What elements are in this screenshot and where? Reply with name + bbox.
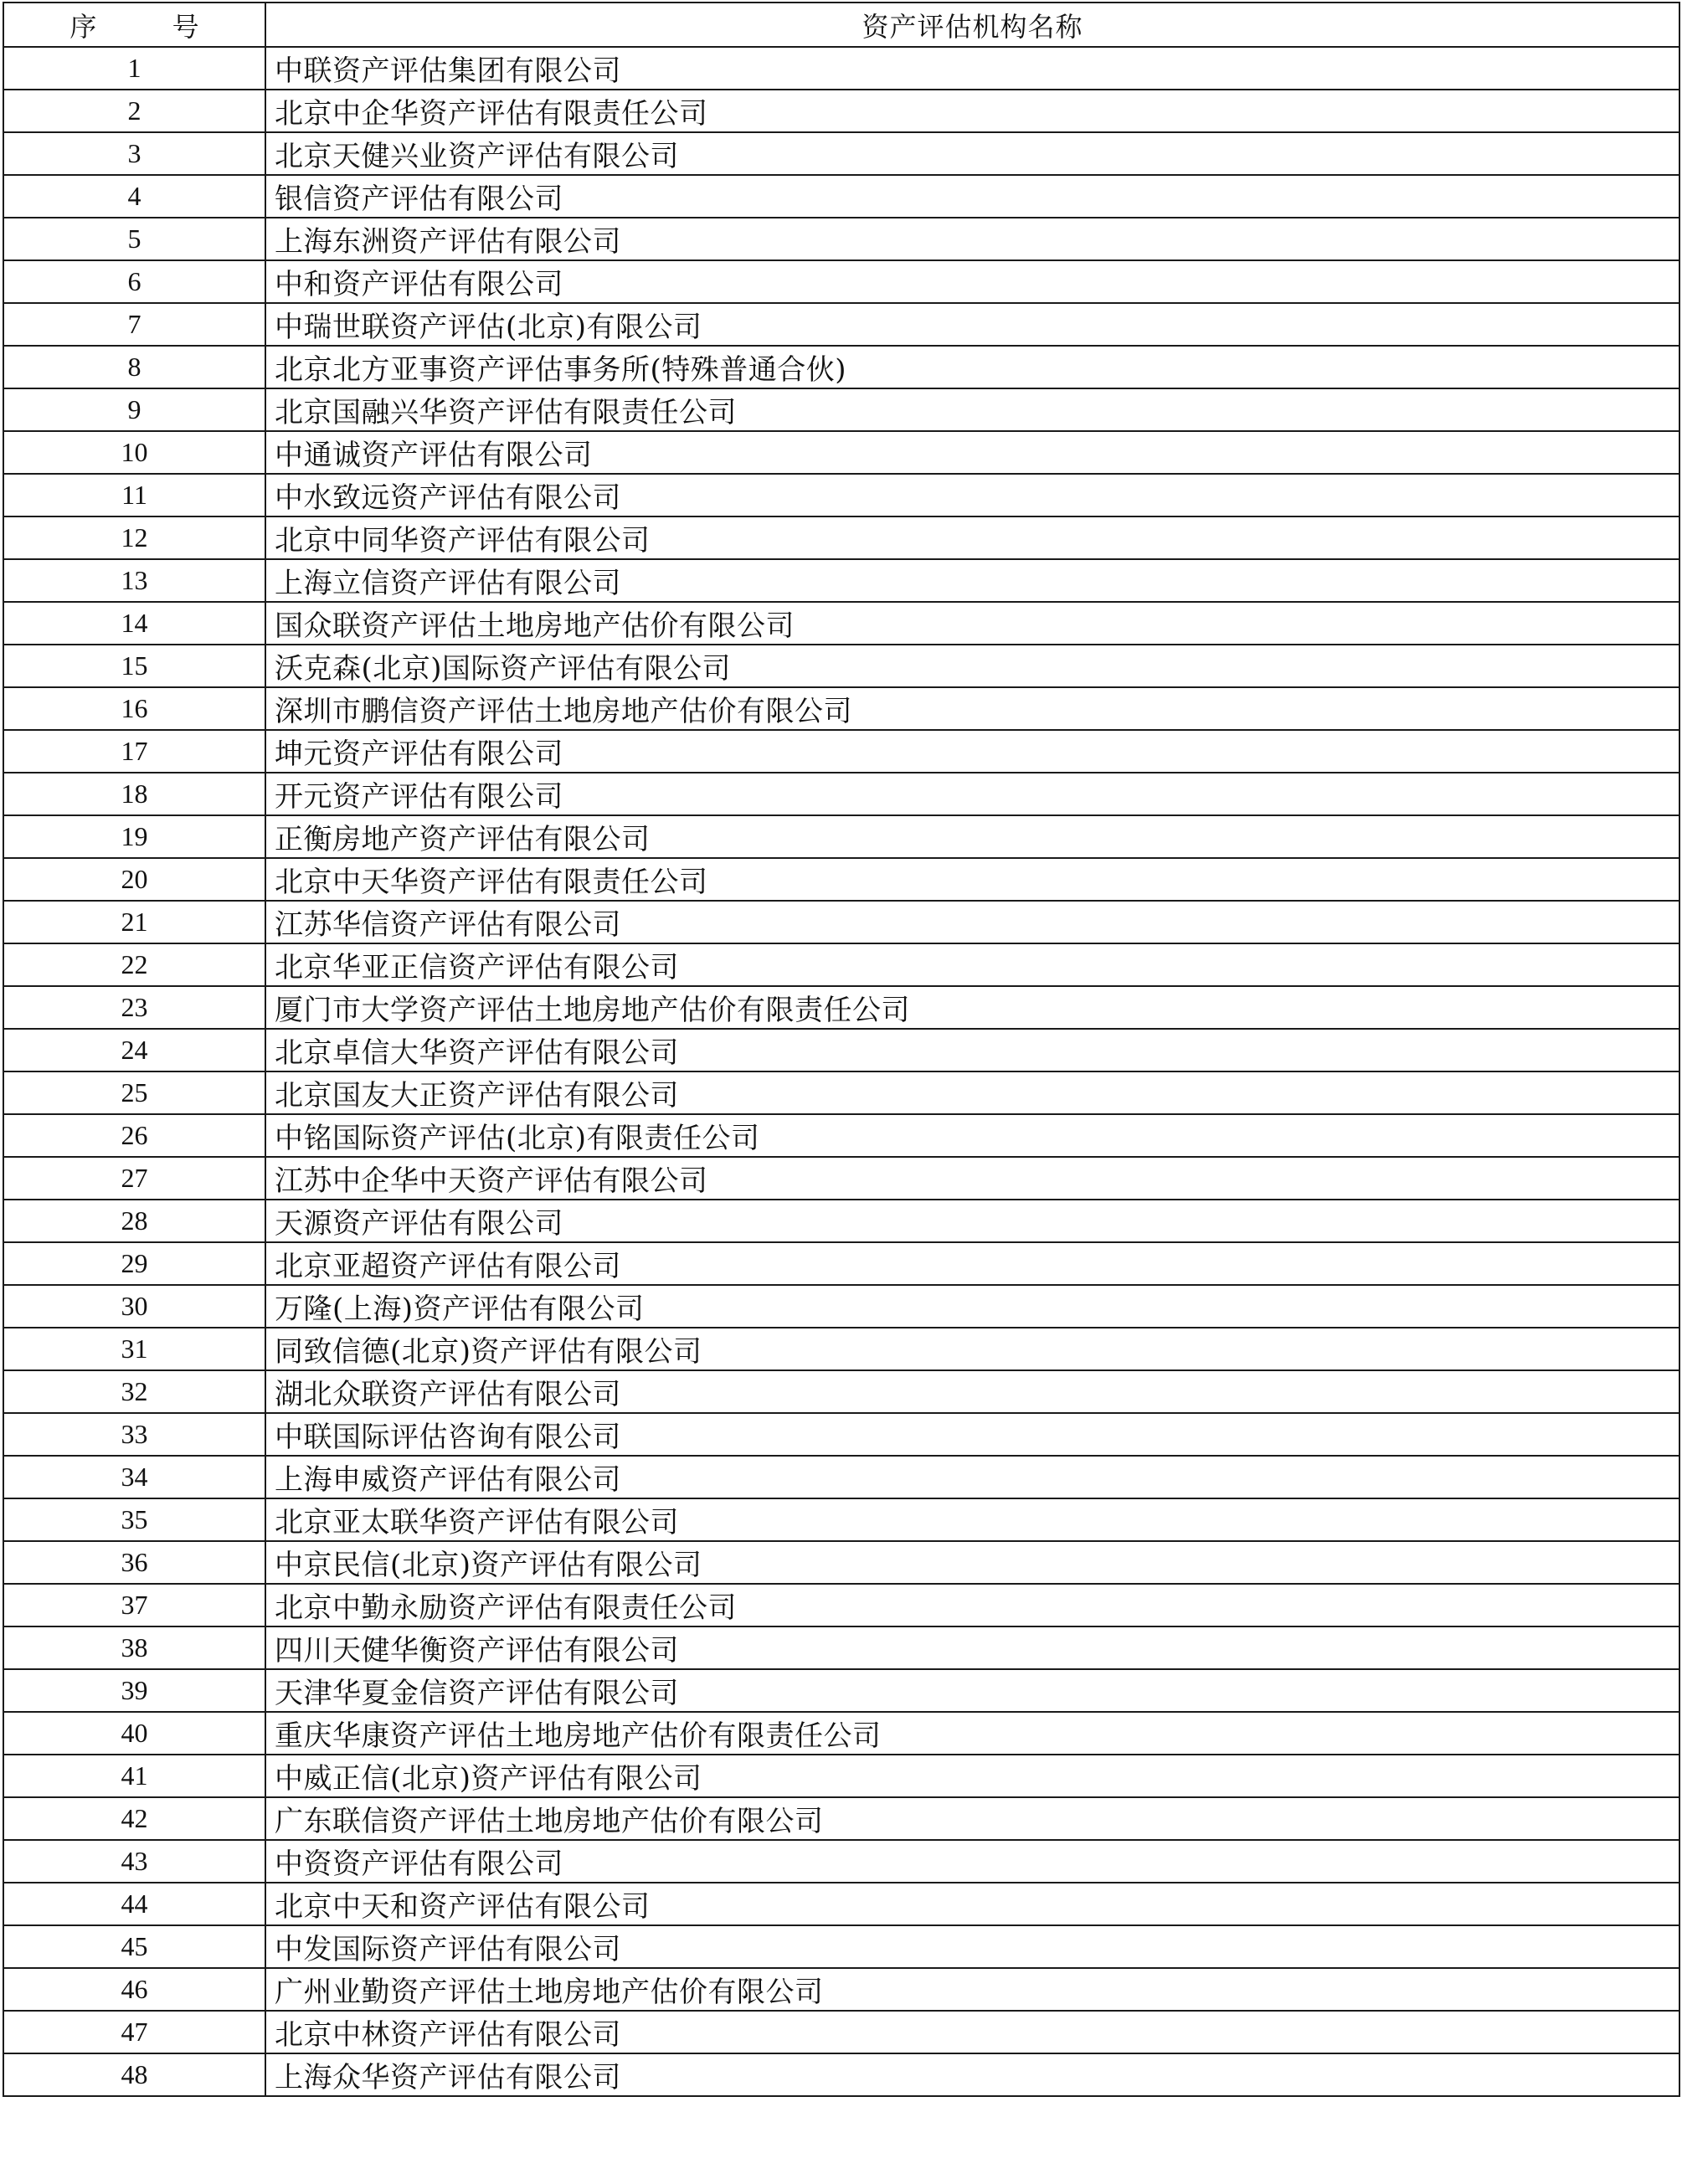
institution-name-cell: 中联资产评估集团有限公司 bbox=[265, 47, 1679, 90]
institution-name-cell: 国众联资产评估土地房地产估价有限公司 bbox=[265, 602, 1679, 645]
table-row bbox=[3, 1541, 1679, 1584]
table-row bbox=[3, 2011, 1679, 2053]
institution-name-cell: 银信资产评估有限公司 bbox=[265, 175, 1679, 218]
table-body bbox=[3, 47, 1679, 2096]
table-header-row bbox=[3, 3, 1679, 47]
table-row bbox=[3, 1797, 1679, 1840]
table-row bbox=[3, 1242, 1679, 1285]
institution-name-cell: 上海众华资产评估有限公司 bbox=[265, 2053, 1679, 2096]
table-row bbox=[3, 1669, 1679, 1712]
institution-name-cell: 中水致远资产评估有限公司 bbox=[265, 474, 1679, 516]
table-row bbox=[3, 1840, 1679, 1883]
institution-name-cell: 深圳市鹏信资产评估土地房地产估价有限公司 bbox=[265, 687, 1679, 730]
table-row bbox=[3, 1071, 1679, 1114]
institution-name-cell: 北京中企华资产评估有限责任公司 bbox=[265, 90, 1679, 132]
row-number-cell: 27 bbox=[3, 1157, 265, 1200]
row-number-cell: 17 bbox=[3, 730, 265, 773]
row-number-cell: 26 bbox=[3, 1114, 265, 1157]
table-row bbox=[3, 1755, 1679, 1797]
institution-name-cell: 中和资产评估有限公司 bbox=[265, 260, 1679, 303]
table-row bbox=[3, 815, 1679, 858]
institution-name-cell: 中瑞世联资产评估(北京)有限公司 bbox=[265, 303, 1679, 346]
row-number-cell: 37 bbox=[3, 1584, 265, 1626]
table-row bbox=[3, 1456, 1679, 1498]
row-number-cell: 10 bbox=[3, 431, 265, 474]
row-number-cell: 8 bbox=[3, 346, 265, 388]
table-row bbox=[3, 260, 1679, 303]
row-number-cell: 20 bbox=[3, 858, 265, 901]
institution-name-cell: 北京中林资产评估有限公司 bbox=[265, 2011, 1679, 2053]
row-number-cell: 36 bbox=[3, 1541, 265, 1584]
table-row bbox=[3, 687, 1679, 730]
row-number-cell: 47 bbox=[3, 2011, 265, 2053]
row-number-cell: 28 bbox=[3, 1200, 265, 1242]
table-row bbox=[3, 1157, 1679, 1200]
row-number-cell: 13 bbox=[3, 559, 265, 602]
row-number-cell: 42 bbox=[3, 1797, 265, 1840]
row-number-cell: 41 bbox=[3, 1755, 265, 1797]
institution-name-cell: 中通诚资产评估有限公司 bbox=[265, 431, 1679, 474]
row-number-cell: 19 bbox=[3, 815, 265, 858]
table-row bbox=[3, 303, 1679, 346]
row-number-cell: 14 bbox=[3, 602, 265, 645]
row-number-cell: 39 bbox=[3, 1669, 265, 1712]
table-row bbox=[3, 90, 1679, 132]
institution-name-cell: 沃克森(北京)国际资产评估有限公司 bbox=[265, 645, 1679, 687]
institution-name-cell: 湖北众联资产评估有限公司 bbox=[265, 1370, 1679, 1413]
row-number-cell: 4 bbox=[3, 175, 265, 218]
row-number-cell: 44 bbox=[3, 1883, 265, 1925]
institution-name-cell: 北京北方亚事资产评估事务所(特殊普通合伙) bbox=[265, 346, 1679, 388]
institution-name-cell: 中联国际评估咨询有限公司 bbox=[265, 1413, 1679, 1456]
row-number-cell: 6 bbox=[3, 260, 265, 303]
institution-name-cell: 中铭国际资产评估(北京)有限责任公司 bbox=[265, 1114, 1679, 1157]
table-row bbox=[3, 1200, 1679, 1242]
table-row bbox=[3, 1712, 1679, 1755]
table-row bbox=[3, 559, 1679, 602]
institution-name-cell: 上海立信资产评估有限公司 bbox=[265, 559, 1679, 602]
institution-name-cell: 同致信德(北京)资产评估有限公司 bbox=[265, 1328, 1679, 1370]
table-row bbox=[3, 943, 1679, 986]
row-number-cell: 46 bbox=[3, 1968, 265, 2011]
row-number-cell: 7 bbox=[3, 303, 265, 346]
table-row bbox=[3, 1584, 1679, 1626]
row-number-cell: 35 bbox=[3, 1498, 265, 1541]
table-row bbox=[3, 1029, 1679, 1071]
row-number-cell: 45 bbox=[3, 1925, 265, 1968]
row-number-cell: 9 bbox=[3, 388, 265, 431]
institution-name-cell: 北京亚超资产评估有限公司 bbox=[265, 1242, 1679, 1285]
row-number-cell: 48 bbox=[3, 2053, 265, 2096]
row-number-cell: 30 bbox=[3, 1285, 265, 1328]
row-number-cell: 2 bbox=[3, 90, 265, 132]
institution-name-cell: 坤元资产评估有限公司 bbox=[265, 730, 1679, 773]
table-row bbox=[3, 730, 1679, 773]
institution-name-cell: 天源资产评估有限公司 bbox=[265, 1200, 1679, 1242]
institution-name-cell: 北京国融兴华资产评估有限责任公司 bbox=[265, 388, 1679, 431]
row-number-cell: 11 bbox=[3, 474, 265, 516]
table-row bbox=[3, 773, 1679, 815]
institution-name-cell: 北京中同华资产评估有限公司 bbox=[265, 516, 1679, 559]
table-row bbox=[3, 175, 1679, 218]
table-row bbox=[3, 858, 1679, 901]
institution-name-cell: 江苏中企华中天资产评估有限公司 bbox=[265, 1157, 1679, 1200]
appraisal-institution-table bbox=[3, 2, 1680, 2097]
row-number-cell: 38 bbox=[3, 1626, 265, 1669]
institution-name-cell: 中威正信(北京)资产评估有限公司 bbox=[265, 1755, 1679, 1797]
row-number-cell: 21 bbox=[3, 901, 265, 943]
institution-name-cell: 正衡房地产资产评估有限公司 bbox=[265, 815, 1679, 858]
institution-name-cell: 中京民信(北京)资产评估有限公司 bbox=[265, 1541, 1679, 1584]
table-row bbox=[3, 346, 1679, 388]
row-number-cell: 5 bbox=[3, 218, 265, 260]
institution-name-cell: 重庆华康资产评估土地房地产估价有限责任公司 bbox=[265, 1712, 1679, 1755]
table-row bbox=[3, 1925, 1679, 1968]
table-row bbox=[3, 602, 1679, 645]
table-row bbox=[3, 1626, 1679, 1669]
row-number-cell: 16 bbox=[3, 687, 265, 730]
table-row bbox=[3, 47, 1679, 90]
row-number-cell: 12 bbox=[3, 516, 265, 559]
institution-name-cell: 广州业勤资产评估土地房地产估价有限公司 bbox=[265, 1968, 1679, 2011]
row-number-cell: 43 bbox=[3, 1840, 265, 1883]
institution-name-cell: 北京中勤永励资产评估有限责任公司 bbox=[265, 1584, 1679, 1626]
table-row bbox=[3, 1883, 1679, 1925]
institution-name-cell: 北京中天华资产评估有限责任公司 bbox=[265, 858, 1679, 901]
table-row bbox=[3, 388, 1679, 431]
table-row bbox=[3, 2053, 1679, 2096]
institution-name-cell: 四川天健华衡资产评估有限公司 bbox=[265, 1626, 1679, 1669]
institution-name-cell: 北京亚太联华资产评估有限公司 bbox=[265, 1498, 1679, 1541]
column-header-number: 序 号 bbox=[3, 3, 265, 47]
table-row bbox=[3, 431, 1679, 474]
row-number-cell: 33 bbox=[3, 1413, 265, 1456]
row-number-cell: 1 bbox=[3, 47, 265, 90]
table-row bbox=[3, 1328, 1679, 1370]
row-number-cell: 22 bbox=[3, 943, 265, 986]
table-row bbox=[3, 1968, 1679, 2011]
table-row bbox=[3, 1498, 1679, 1541]
table-row bbox=[3, 218, 1679, 260]
table-row bbox=[3, 1285, 1679, 1328]
institution-name-cell: 北京中天和资产评估有限公司 bbox=[265, 1883, 1679, 1925]
row-number-cell: 3 bbox=[3, 132, 265, 175]
institution-name-cell: 广东联信资产评估土地房地产估价有限公司 bbox=[265, 1797, 1679, 1840]
row-number-cell: 25 bbox=[3, 1071, 265, 1114]
institution-name-cell: 厦门市大学资产评估土地房地产估价有限责任公司 bbox=[265, 986, 1679, 1029]
row-number-cell: 23 bbox=[3, 986, 265, 1029]
institution-name-cell: 北京卓信大华资产评估有限公司 bbox=[265, 1029, 1679, 1071]
institution-name-cell: 江苏华信资产评估有限公司 bbox=[265, 901, 1679, 943]
row-number-cell: 29 bbox=[3, 1242, 265, 1285]
institution-name-cell: 中资资产评估有限公司 bbox=[265, 1840, 1679, 1883]
table-row bbox=[3, 1114, 1679, 1157]
institution-name-cell: 中发国际资产评估有限公司 bbox=[265, 1925, 1679, 1968]
row-number-cell: 31 bbox=[3, 1328, 265, 1370]
table-row bbox=[3, 986, 1679, 1029]
table-row bbox=[3, 901, 1679, 943]
table-row bbox=[3, 474, 1679, 516]
row-number-cell: 40 bbox=[3, 1712, 265, 1755]
table-row bbox=[3, 1413, 1679, 1456]
institution-name-cell: 北京天健兴业资产评估有限公司 bbox=[265, 132, 1679, 175]
institution-name-cell: 上海东洲资产评估有限公司 bbox=[265, 218, 1679, 260]
table-row bbox=[3, 645, 1679, 687]
row-number-cell: 34 bbox=[3, 1456, 265, 1498]
institution-name-cell: 天津华夏金信资产评估有限公司 bbox=[265, 1669, 1679, 1712]
institution-name-cell: 北京华亚正信资产评估有限公司 bbox=[265, 943, 1679, 986]
table-row bbox=[3, 1370, 1679, 1413]
row-number-cell: 32 bbox=[3, 1370, 265, 1413]
institution-name-cell: 万隆(上海)资产评估有限公司 bbox=[265, 1285, 1679, 1328]
institution-name-cell: 北京国友大正资产评估有限公司 bbox=[265, 1071, 1679, 1114]
table-row bbox=[3, 132, 1679, 175]
institution-name-cell: 开元资产评估有限公司 bbox=[265, 773, 1679, 815]
institution-name-cell: 上海申威资产评估有限公司 bbox=[265, 1456, 1679, 1498]
column-header-name: 资产评估机构名称 bbox=[265, 3, 1679, 47]
row-number-cell: 15 bbox=[3, 645, 265, 687]
table-row bbox=[3, 516, 1679, 559]
row-number-cell: 18 bbox=[3, 773, 265, 815]
row-number-cell: 24 bbox=[3, 1029, 265, 1071]
